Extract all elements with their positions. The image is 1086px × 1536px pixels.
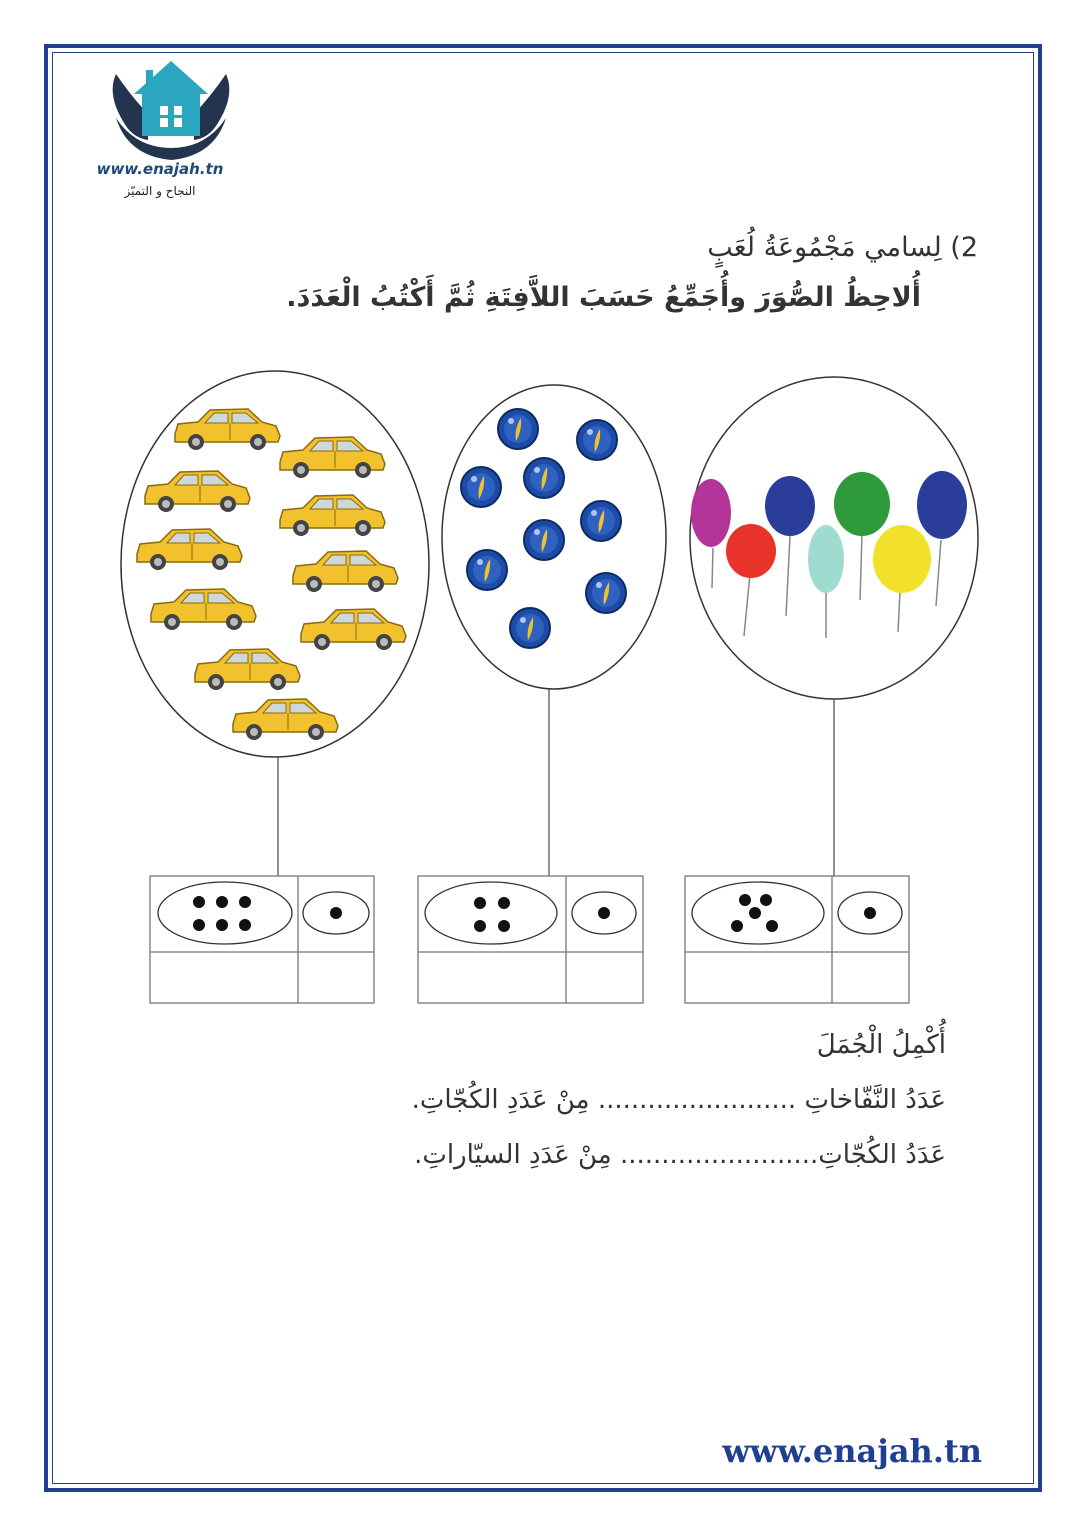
- footer-url[interactable]: www.enajah.tn: [722, 1432, 982, 1470]
- car: [280, 495, 385, 536]
- answer-box-cars: [150, 876, 374, 1003]
- marble: [524, 458, 564, 498]
- answer-box-balloons: [685, 876, 909, 1003]
- answer-cell[interactable]: [568, 954, 641, 1001]
- marble: [498, 409, 538, 449]
- dots-balloons: [731, 894, 876, 932]
- marble: [524, 520, 564, 560]
- marble: [581, 501, 621, 541]
- answer-cell[interactable]: [420, 954, 564, 1001]
- marble: [510, 608, 550, 648]
- car: [175, 409, 280, 450]
- car: [301, 609, 406, 650]
- answer-box-marbles: [418, 876, 643, 1003]
- dots-cars: [193, 896, 342, 931]
- balloon: [691, 479, 731, 588]
- complete-title: أُكْمِلُ الْجُمَلَ: [816, 1030, 946, 1060]
- balloon: [873, 525, 931, 632]
- exercise-title: 2) لِسامي مَجْمُوعَةُ لُعَبٍ: [707, 232, 978, 263]
- marble: [461, 467, 501, 507]
- answer-cell[interactable]: [687, 954, 830, 1001]
- marble: [577, 420, 617, 460]
- car: [195, 649, 300, 690]
- marble: [586, 573, 626, 613]
- connector-lines: [278, 689, 834, 876]
- car: [280, 437, 385, 478]
- car: [137, 529, 242, 570]
- car: [145, 471, 250, 512]
- car: [293, 551, 398, 592]
- balloons-group: [690, 377, 978, 699]
- answer-cell[interactable]: [834, 954, 907, 1001]
- balloon: [726, 524, 776, 636]
- cars-group: [121, 371, 429, 757]
- car: [233, 699, 338, 740]
- answer-cell[interactable]: [300, 954, 372, 1001]
- answer-cell[interactable]: [152, 954, 296, 1001]
- sentence-2[interactable]: عَدَدُ الكُجّاتِ........................ مِنْ عَدَدِ السيّاراتِ.: [414, 1140, 946, 1170]
- balloon: [808, 525, 844, 638]
- sentence-1[interactable]: عَدَدُ النَّفّاخاتِ ........................ مِنْ عَدَدِ الكُجّاتِ.: [411, 1085, 946, 1115]
- car: [151, 589, 256, 630]
- marble: [467, 550, 507, 590]
- dots-marbles: [474, 897, 610, 932]
- logo-url[interactable]: www.enajah.tn: [96, 160, 224, 178]
- exercise-instruction: أُلاحِظُ الصُّوَرَ وأُجَمِّعُ حَسَبَ اللاَّفِتَةِ ثُمَّ أَكْتُبُ الْعَدَدَ.: [286, 282, 921, 313]
- marbles-group: [442, 385, 666, 689]
- logo-tagline: النجاح و التميّز: [124, 184, 196, 198]
